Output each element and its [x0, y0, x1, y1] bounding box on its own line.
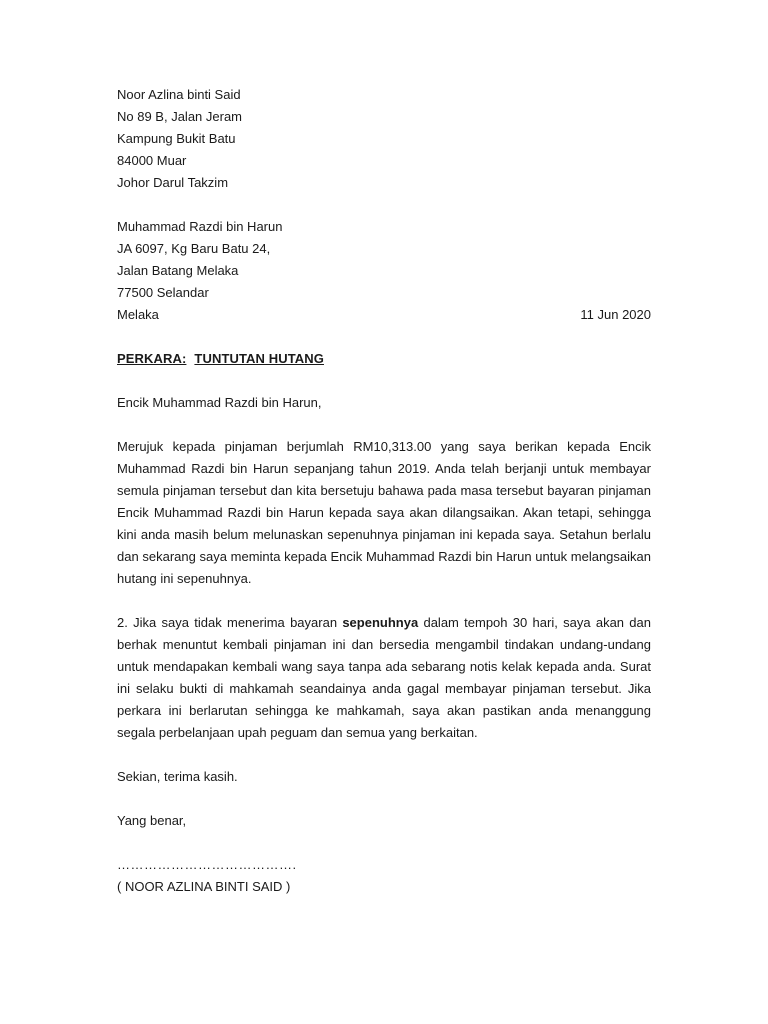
paragraph-2-before: 2. Jika saya tidak menerima bayaran: [117, 615, 343, 630]
body-paragraph-2: [117, 612, 651, 744]
paragraph-2-emphasis: sepenuhnya: [342, 615, 419, 630]
sender-address-line: 84000 Muar: [117, 153, 187, 168]
signature-name: ( NOOR AZLINA BINTI SAID ): [117, 879, 291, 894]
sender-name: Noor Azlina binti Said: [117, 87, 241, 102]
signature-line: ………………………………….: [117, 857, 297, 872]
recipient-address-line: JA 6097, Kg Baru Batu 24,: [117, 241, 271, 256]
recipient-last-line-with-date: [117, 304, 651, 326]
salutation: Encik Muhammad Razdi bin Harun,: [117, 395, 322, 410]
recipient-address-line: 77500 Selandar: [117, 285, 209, 300]
sender-address-line: Kampung Bukit Batu: [117, 131, 236, 146]
signature-block: [117, 854, 651, 898]
recipient-address: [117, 216, 651, 326]
sign-off-block: [117, 810, 651, 832]
closing-text: Sekian, terima kasih.: [117, 769, 238, 784]
letter-date: 11 Jun 2020: [580, 307, 651, 322]
letter-page: [117, 84, 651, 898]
subject-prefix: PERKARA:: [117, 351, 187, 366]
subject-block: [117, 348, 651, 370]
sender-address-line: No 89 B, Jalan Jeram: [117, 109, 243, 124]
subject-line: [117, 348, 651, 370]
recipient-name: Muhammad Razdi bin Harun: [117, 219, 283, 234]
salutation-block: [117, 392, 651, 414]
recipient-address-line: Melaka: [117, 307, 159, 322]
subject-title: TUNTUTAN HUTANG: [194, 351, 324, 366]
sign-off-text: Yang benar,: [117, 813, 187, 828]
sender-address: [117, 84, 651, 194]
paragraph-2-after: dalam tempoh 30 hari, saya akan dan berhak menuntut kembali pinjaman ini dan bersedia mengambil tindakan undang-undang untuk mendapakan kembali wang saya tanpa ada sebarang notis kelak kepada anda. Surat ini selaku bukti di mahkamah seandainya anda gagal membayar pinjaman tersebut. Jika perkara ini berlarutan sehingga ke mahkamah, saya akan pastikan anda menanggung segala perbelanjaan upah peguam dan semua yang berkaitan.: [117, 615, 651, 740]
sender-address-line: Johor Darul Takzim: [117, 175, 229, 190]
closing-block: [117, 766, 651, 788]
recipient-address-line: Jalan Batang Melaka: [117, 263, 239, 278]
body-paragraph-1: Merujuk kepada pinjaman berjumlah RM10,313.00 yang saya berikan kepada Encik Muhammad Razdi bin Harun sepanjang tahun 2019. Anda telah berjanji untuk membayar semula pinjaman tersebut dan kita bersetuju bahawa pada masa tersebut bayaran pinjaman Encik Muhammad Razdi bin Harun kepada saya akan dilangsaikan. Akan tetapi, sehingga kini anda masih belum melunaskan sepenuhnya pinjaman ini kepada saya. Setahun berlalu dan sekarang saya meminta kepada Encik Muhammad Razdi bin Harun untuk melangsaikan hutang ini sepenuhnya.: [117, 439, 651, 586]
